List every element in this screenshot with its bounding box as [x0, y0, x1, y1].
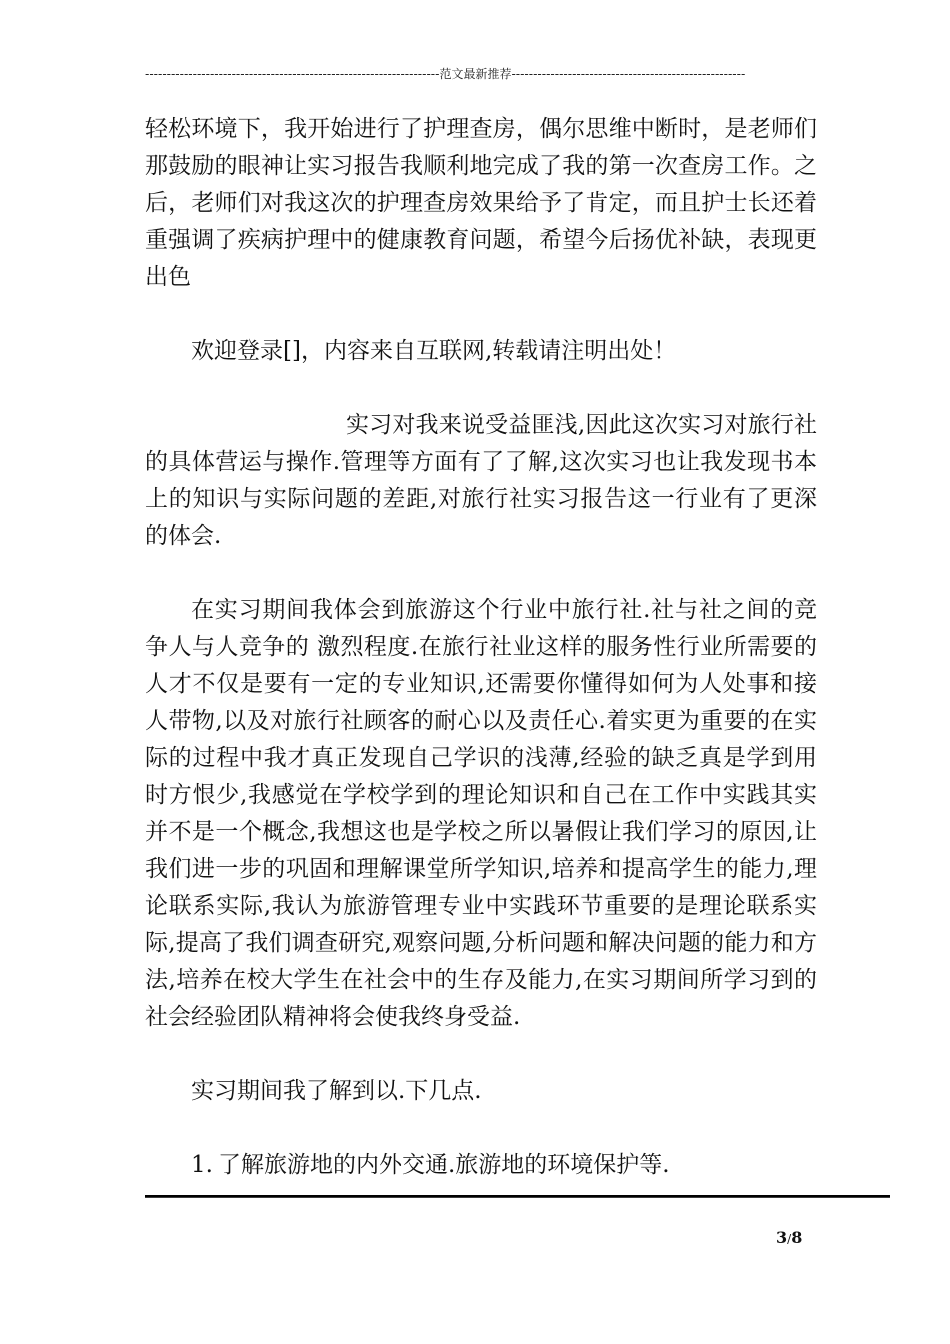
paragraph-welcome-notice: 欢迎登录[]，内容来自互联网,转载请注明出处！	[191, 338, 677, 364]
paragraph-list-intro: 实习期间我了解到以.下几点.	[191, 1078, 482, 1104]
document-body	[145, 111, 817, 1184]
list-item-text: 了解旅游地的内外交通.旅游地的环境保护等.	[218, 1152, 670, 1178]
footer-divider	[145, 1195, 890, 1198]
total-pages: 8	[791, 1228, 803, 1247]
paragraph-gap	[145, 370, 817, 407]
paragraph-internship-experience: 在实习期间我体会到旅游这个行业中旅行社.社与社之间的竞争人与人竞争的 激烈程度.在旅行社业这样的服务性行业所需要的人才不仅是要有一定的专业知识,还需要你懂得如何为人处事和接人带物,以及对旅行社顾客的耐心以及责任心.着实更为重要的在实际的过程中我才真正发现自己学识的浅薄,经验的缺乏真是学到用时方恨少,我感觉在学校学到的理论知识和自己在工作中实践其实并不是一个概念,我想这也是学校之所以暑假让我们学习的原因,让我们进一步的巩固和理解课堂所学知识,培养和提高学生的能力,理论联系实际,我认为旅游管理专业中实践环节重要的是理论联系实际,提高了我们调查研究,观察问题,分析问题和解决问题的能力和方法,培养在校大学生在社会中的生存及能力,在实习期间所学习到的社会经验团队精神将会使我终身受益.	[145, 597, 817, 1030]
paragraph-gap	[145, 555, 817, 592]
list-item-number: 1.	[191, 1152, 213, 1178]
paragraph-gap	[145, 1110, 817, 1147]
paragraph-gap	[145, 1036, 817, 1073]
page-header: --------------------------------------------------------------------范文最新推荐------------------------------------------------------	[145, 67, 746, 81]
current-page: 3	[776, 1228, 788, 1247]
page-number	[776, 1228, 802, 1247]
paragraph-gap	[145, 296, 817, 333]
paragraph-internship-benefit: 实习对我来说受益匪浅,因此这次实习对旅行社的具体营运与操作.管理等方面有了了解,这次实习也让我发现书本上的知识与实际问题的差距,对旅行社实习报告这一行业有了更深的体会.	[145, 412, 817, 549]
list-item	[145, 1147, 817, 1184]
page-separator: /	[787, 1232, 792, 1246]
paragraph-nursing-rounds: 轻松环境下，我开始进行了护理查房，偶尔思维中断时，是老师们那鼓励的眼神让实习报告我顺利地完成了我的第一次查房工作。之后，老师们对我这次的护理查房效果给予了肯定，而且护士长还着重强调了疾病护理中的健康教育问题，希望今后扬优补缺，表现更出色	[145, 116, 817, 290]
